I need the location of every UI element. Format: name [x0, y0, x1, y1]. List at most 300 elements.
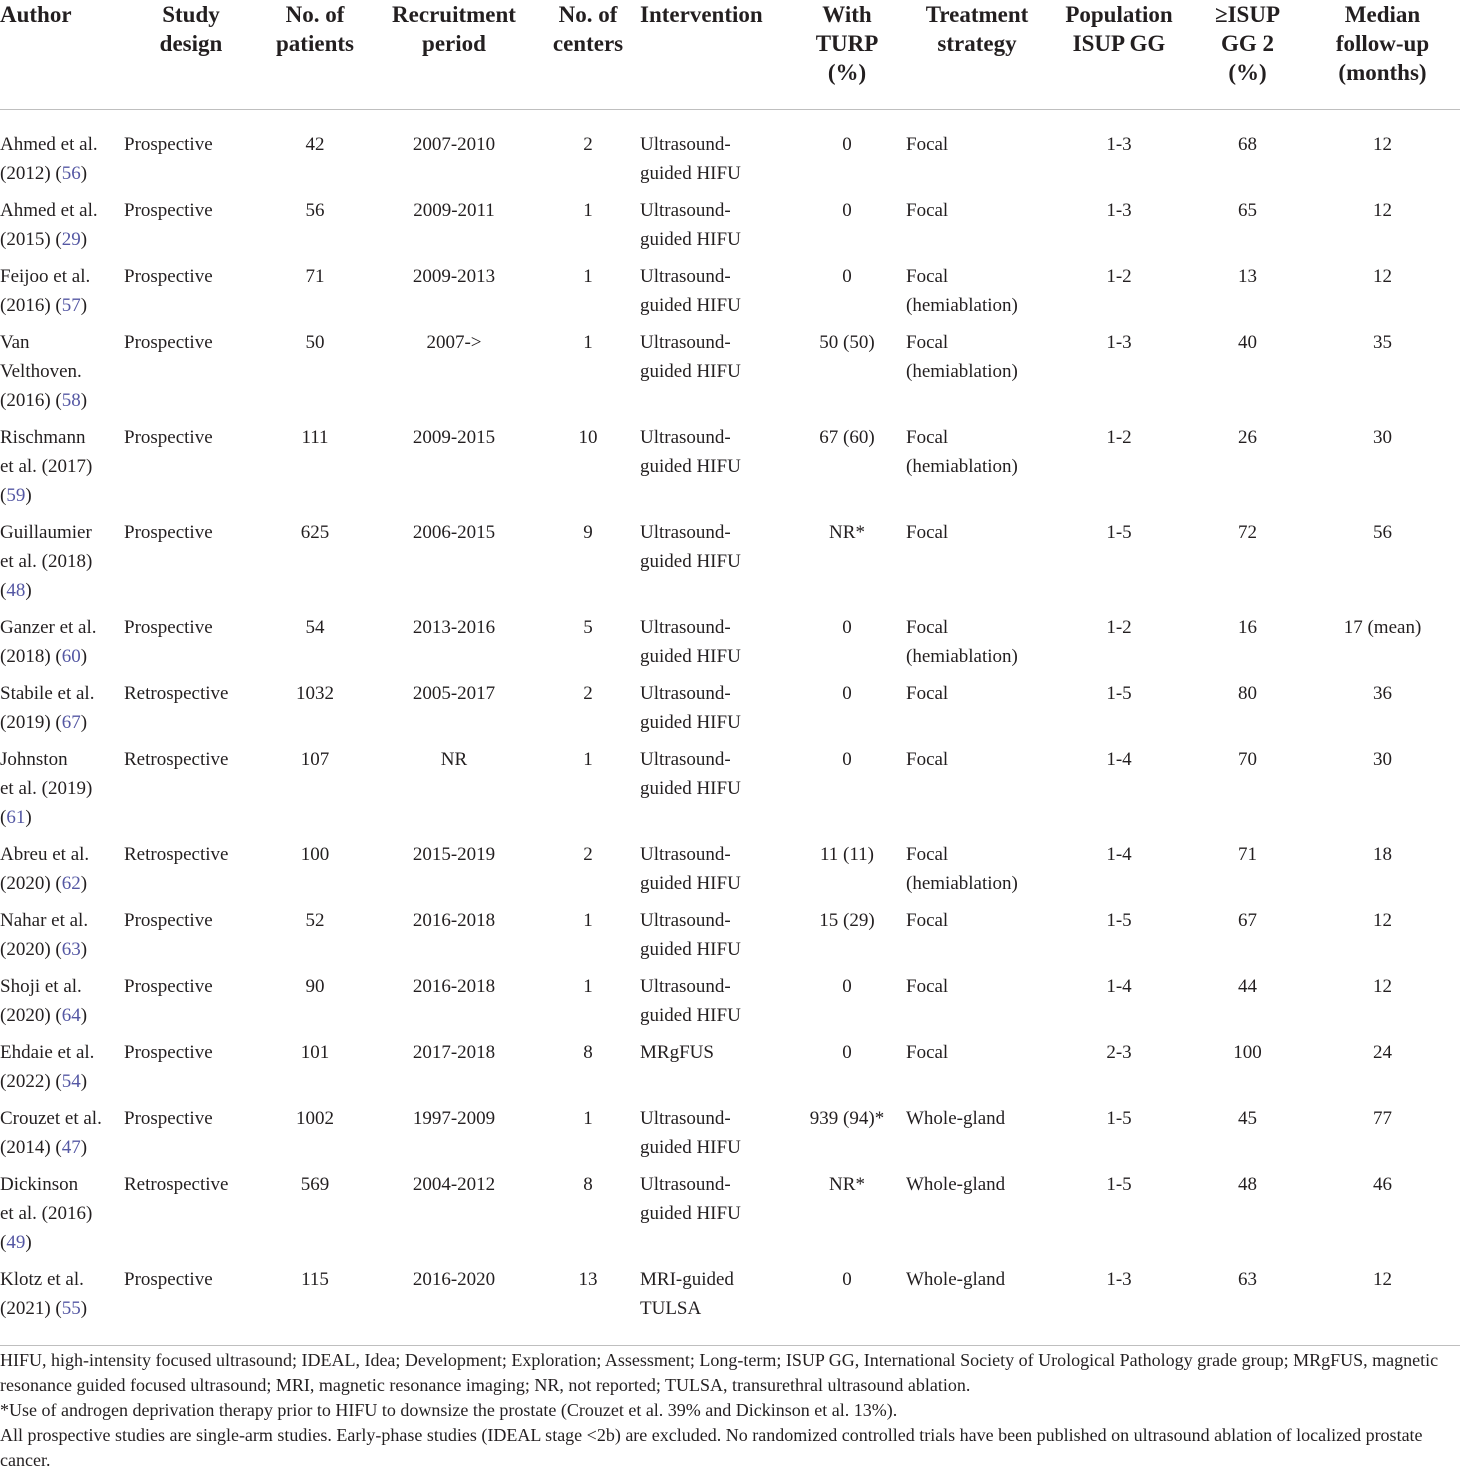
cell-centers: 1 — [583, 332, 593, 353]
cell-line: ( — [0, 1232, 7, 1253]
cell-line: et al. (2017) — [0, 456, 93, 477]
cell-line: Ultrasound- — [640, 1108, 731, 1129]
cell-line: guided HIFU — [640, 229, 741, 250]
cell-intervention — [640, 906, 788, 972]
header-median-follow-up — [1305, 0, 1460, 110]
cell-line: Focal — [906, 910, 949, 931]
cell-median-follow-up: 12 — [1373, 1269, 1392, 1290]
cell-intervention — [640, 679, 788, 745]
cell-study-design: Prospective — [124, 976, 213, 997]
cell-population-isup-gg: 1-4 — [1106, 976, 1132, 997]
cell-line: Shoji et al. — [0, 976, 82, 997]
header-line: TURP — [815, 31, 879, 56]
cell-isup-gg2-percent: 16 — [1238, 617, 1257, 638]
header-row — [0, 0, 1460, 110]
cell-median-follow-up: 30 — [1373, 749, 1392, 770]
cell-population-isup-gg: 2-3 — [1106, 1042, 1132, 1063]
cell-line: Ultrasound- — [640, 200, 731, 221]
cell-with-turp: 939 (94)* — [809, 1108, 885, 1129]
table-row — [0, 613, 1460, 679]
cell-line: (2019) ( — [0, 712, 62, 733]
cell-median-follow-up: 12 — [1373, 134, 1392, 155]
header-line: No. of — [285, 2, 345, 27]
header-line: Author — [0, 2, 72, 27]
cell-patients: 50 — [305, 332, 325, 353]
cell-line: Focal — [906, 522, 949, 543]
table-row — [0, 679, 1460, 745]
reference-link[interactable]: 48 — [6, 580, 26, 601]
header-line: Median — [1344, 2, 1421, 27]
cell-centers: 2 — [583, 134, 593, 155]
cell-centers: 1 — [583, 910, 593, 931]
cell-author — [0, 906, 124, 972]
cell-line: ( — [0, 580, 7, 601]
cell-line: Stabile et al. — [0, 683, 95, 704]
header-no-of-patients — [258, 0, 372, 110]
header-line: (%) — [1228, 60, 1267, 85]
cell-isup-gg2-percent: 48 — [1238, 1174, 1257, 1195]
cell-median-follow-up: 17 (mean) — [1343, 617, 1422, 638]
table-row — [0, 972, 1460, 1038]
header-line: With — [822, 2, 872, 27]
cell-treatment-strategy — [906, 1265, 1048, 1346]
cell-intervention — [640, 745, 788, 840]
cell-line: Ultrasound- — [640, 134, 731, 155]
cell-line: guided HIFU — [640, 1005, 741, 1026]
cell-recruitment-period: 2005-2017 — [412, 683, 496, 704]
cell-centers: 1 — [583, 749, 593, 770]
cell-author — [0, 1038, 124, 1104]
cell-patients: 42 — [305, 134, 325, 155]
cell-intervention — [640, 328, 788, 423]
reference-close: ) — [80, 873, 88, 894]
cell-line: Crouzet et al. — [0, 1108, 102, 1129]
cell-isup-gg2-percent: 70 — [1238, 749, 1257, 770]
cell-treatment-strategy — [906, 423, 1048, 518]
header-line: centers — [552, 31, 624, 56]
cell-intervention — [640, 1170, 788, 1265]
cell-line: guided HIFU — [640, 1203, 741, 1224]
cell-line: Ultrasound- — [640, 910, 731, 931]
table-row — [0, 1104, 1460, 1170]
cell-author — [0, 262, 124, 328]
cell-line: (2016) ( — [0, 295, 62, 316]
reference-link[interactable]: 67 — [61, 712, 81, 733]
cell-study-design: Prospective — [124, 134, 213, 155]
cell-line: (2020) ( — [0, 939, 62, 960]
cell-line: Rischmann — [0, 427, 86, 448]
cell-population-isup-gg: 1-3 — [1106, 134, 1132, 155]
table-row — [0, 1038, 1460, 1104]
cell-author — [0, 1265, 124, 1346]
cell-patients: 1032 — [296, 683, 334, 704]
reference-link[interactable]: 62 — [61, 873, 81, 894]
cell-isup-gg2-percent: 72 — [1238, 522, 1257, 543]
cell-population-isup-gg: 1-3 — [1106, 1269, 1132, 1290]
cell-with-turp: 0 — [842, 1269, 852, 1290]
cell-study-design: Prospective — [124, 910, 213, 931]
cell-line: Whole-gland — [906, 1174, 1006, 1195]
table-row — [0, 196, 1460, 262]
cell-author — [0, 840, 124, 906]
cell-centers: 13 — [578, 1269, 598, 1290]
cell-line: (2014) ( — [0, 1137, 62, 1158]
cell-with-turp: 50 (50) — [819, 332, 875, 353]
table-row — [0, 518, 1460, 613]
header-line: (%) — [827, 60, 867, 85]
cell-with-turp: 0 — [842, 200, 852, 221]
cell-with-turp: 0 — [842, 749, 852, 770]
reference-close: ) — [80, 229, 88, 250]
cell-line: Ultrasound- — [640, 266, 731, 287]
cell-centers: 8 — [583, 1042, 593, 1063]
cell-line: guided HIFU — [640, 295, 741, 316]
cell-centers: 1 — [583, 1108, 593, 1129]
cell-line: et al. (2016) — [0, 1203, 93, 1224]
header-line: Study — [162, 2, 220, 27]
header-treatment-strategy — [906, 0, 1048, 110]
cell-intervention — [640, 1104, 788, 1170]
cell-isup-gg2-percent: 45 — [1238, 1108, 1257, 1129]
reference-link[interactable]: 58 — [61, 390, 81, 411]
cell-recruitment-period: 2007-> — [426, 332, 482, 353]
cell-centers: 1 — [583, 266, 593, 287]
cell-patients: 107 — [300, 749, 330, 770]
cell-median-follow-up: 12 — [1373, 976, 1392, 997]
cell-with-turp: 67 (60) — [819, 427, 875, 448]
reference-close: ) — [25, 580, 32, 601]
cell-recruitment-period: 2004-2012 — [412, 1174, 496, 1195]
cell-line: (2018) ( — [0, 646, 62, 667]
cell-line: Guillaumier — [0, 522, 92, 543]
cell-intervention — [640, 196, 788, 262]
cell-treatment-strategy — [906, 840, 1048, 906]
cell-line: MRgFUS — [640, 1042, 714, 1063]
cell-author — [0, 1104, 124, 1170]
cell-isup-gg2-percent: 68 — [1238, 134, 1257, 155]
cell-line: Ehdaie et al. — [0, 1042, 95, 1063]
cell-line: (2015) ( — [0, 229, 62, 250]
cell-line: Ultrasound- — [640, 617, 731, 638]
cell-line: guided HIFU — [640, 646, 741, 667]
cell-isup-gg2-percent: 65 — [1238, 200, 1257, 221]
reference-close: ) — [80, 939, 88, 960]
cell-population-isup-gg: 1-5 — [1106, 522, 1132, 543]
cell-line: MRI-guided — [640, 1269, 734, 1290]
cell-centers: 2 — [583, 683, 593, 704]
table-row — [0, 906, 1460, 972]
cell-treatment-strategy — [906, 906, 1048, 972]
table-row — [0, 840, 1460, 906]
cell-line: Ultrasound- — [640, 683, 731, 704]
cell-line: (2020) ( — [0, 873, 62, 894]
cell-recruitment-period: 2015-2019 — [412, 844, 496, 865]
header-no-of-centers — [536, 0, 640, 110]
header-study-design — [124, 0, 258, 110]
cell-treatment-strategy — [906, 679, 1048, 745]
cell-isup-gg2-percent: 80 — [1238, 683, 1257, 704]
cell-line: guided HIFU — [640, 163, 741, 184]
cell-treatment-strategy — [906, 518, 1048, 613]
cell-recruitment-period: 2009-2013 — [412, 266, 496, 287]
cell-line: (hemiablation) — [906, 295, 1018, 316]
cell-study-design: Prospective — [124, 617, 213, 638]
cell-population-isup-gg: 1-5 — [1106, 1174, 1132, 1195]
cell-treatment-strategy — [906, 110, 1048, 197]
cell-isup-gg2-percent: 13 — [1238, 266, 1257, 287]
cell-population-isup-gg: 1-3 — [1106, 332, 1132, 353]
footnote-study-scope: All prospective studies are single-arm studies. Early-phase studies (IDEAL stage <2b) are excluded. No randomized controlled trials have been published on ultrasound ablation of localized prostate cancer. — [0, 1425, 1423, 1470]
header-line: ISUP GG — [1072, 31, 1166, 56]
cell-recruitment-period: 2013-2016 — [412, 617, 496, 638]
cell-author — [0, 196, 124, 262]
cell-centers: 9 — [583, 522, 593, 543]
cell-centers: 5 — [583, 617, 593, 638]
cell-centers: 2 — [583, 844, 593, 865]
reference-close: ) — [80, 646, 88, 667]
cell-line: Focal — [906, 844, 949, 865]
cell-line: (2022) ( — [0, 1071, 62, 1092]
reference-close: ) — [80, 1071, 88, 1092]
header-with-turp — [788, 0, 906, 110]
cell-median-follow-up: 24 — [1373, 1042, 1392, 1063]
reference-close: ) — [80, 295, 88, 316]
cell-with-turp: 11 (11) — [820, 844, 874, 865]
header-line: No. of — [558, 2, 618, 27]
cell-patients: 625 — [300, 522, 330, 543]
cell-line: Focal — [906, 617, 949, 638]
cell-intervention — [640, 613, 788, 679]
cell-line: Klotz et al. — [0, 1269, 84, 1290]
cell-line: (hemiablation) — [906, 361, 1018, 382]
cell-median-follow-up: 36 — [1373, 683, 1392, 704]
cell-median-follow-up: 46 — [1373, 1174, 1392, 1195]
cell-population-isup-gg: 1-5 — [1106, 1108, 1132, 1129]
cell-patients: 101 — [300, 1042, 330, 1063]
cell-treatment-strategy — [906, 745, 1048, 840]
cell-with-turp: 0 — [842, 1042, 852, 1063]
cell-study-design: Prospective — [124, 522, 213, 543]
cell-recruitment-period: 2009-2011 — [413, 200, 495, 221]
cell-patients: 52 — [305, 910, 325, 931]
reference-close: ) — [80, 712, 88, 733]
cell-line: Focal — [906, 332, 949, 353]
table-row — [0, 745, 1460, 840]
cell-median-follow-up: 77 — [1373, 1108, 1392, 1129]
cell-line: Focal — [906, 200, 949, 221]
cell-line: guided HIFU — [640, 712, 741, 733]
reference-link[interactable]: 63 — [61, 939, 81, 960]
reference-link[interactable]: 55 — [61, 1298, 81, 1319]
cell-population-isup-gg: 1-2 — [1106, 427, 1132, 448]
footnote-abbreviations: HIFU, high-intensity focused ultrasound; IDEAL, Idea; Development; Exploration; Assessment; Long-term; ISUP GG, International Society of Urological Pathology grade group; MRgFUS, magnetic resonance guided focused ultrasound; MRI, magnetic resonance imaging; NR, not reported; TULSA, transurethral ultrasound ablation. — [0, 1350, 1439, 1395]
cell-centers: 10 — [578, 427, 598, 448]
cell-patients: 569 — [300, 1174, 330, 1195]
cell-study-design: Prospective — [124, 266, 213, 287]
cell-intervention — [640, 972, 788, 1038]
reference-close: ) — [80, 1137, 88, 1158]
reference-link[interactable]: 56 — [61, 163, 81, 184]
cell-with-turp: NR* — [829, 1174, 865, 1195]
header-line: period — [422, 31, 486, 56]
cell-treatment-strategy — [906, 972, 1048, 1038]
cell-with-turp: 0 — [842, 683, 852, 704]
cell-line: Ultrasound- — [640, 976, 731, 997]
reference-link[interactable]: 57 — [61, 295, 81, 316]
cell-study-design: Retrospective — [124, 1174, 229, 1195]
cell-line: Ultrasound- — [640, 427, 731, 448]
cell-median-follow-up: 30 — [1373, 427, 1392, 448]
reference-link[interactable]: 54 — [61, 1071, 81, 1092]
header-line: follow-up — [1335, 31, 1430, 56]
cell-line: Ultrasound- — [640, 522, 731, 543]
cell-with-turp: 0 — [842, 134, 852, 155]
cell-line: Van — [0, 332, 30, 353]
cell-line: (hemiablation) — [906, 646, 1018, 667]
cell-isup-gg2-percent: 44 — [1238, 976, 1257, 997]
cell-line: ( — [0, 807, 7, 828]
cell-study-design: Prospective — [124, 332, 213, 353]
cell-line: Focal — [906, 134, 949, 155]
cell-treatment-strategy — [906, 613, 1048, 679]
cell-study-design: Prospective — [124, 200, 213, 221]
cell-treatment-strategy — [906, 1170, 1048, 1265]
cell-author — [0, 679, 124, 745]
header-line: Recruitment — [392, 2, 516, 27]
header-line: strategy — [937, 31, 1017, 56]
cell-recruitment-period: 2016-2018 — [412, 910, 496, 931]
cell-patients: 71 — [305, 266, 325, 287]
header-intervention — [640, 0, 788, 110]
cell-median-follow-up: 12 — [1373, 266, 1392, 287]
header-author — [0, 0, 124, 110]
cell-recruitment-period: 2009-2015 — [412, 427, 496, 448]
cell-median-follow-up: 12 — [1373, 200, 1392, 221]
cell-isup-gg2-percent: 71 — [1238, 844, 1257, 865]
cell-with-turp: 0 — [842, 266, 852, 287]
table-row — [0, 1170, 1460, 1265]
cell-line: guided HIFU — [640, 551, 741, 572]
cell-centers: 1 — [583, 976, 593, 997]
reference-link[interactable]: 64 — [61, 1005, 81, 1026]
header-line: Treatment — [925, 2, 1029, 27]
cell-line: guided HIFU — [640, 456, 741, 477]
reference-close: ) — [80, 390, 88, 411]
cell-patients: 90 — [305, 976, 325, 997]
cell-study-design: Retrospective — [124, 844, 229, 865]
cell-line: Ahmed et al. — [0, 200, 98, 221]
cell-line: Ahmed et al. — [0, 134, 98, 155]
cell-recruitment-period: 2006-2015 — [412, 522, 496, 543]
cell-isup-gg2-percent: 63 — [1238, 1269, 1257, 1290]
cell-line: Nahar et al. — [0, 910, 89, 931]
cell-median-follow-up: 35 — [1373, 332, 1392, 353]
cell-line: Ultrasound- — [640, 749, 731, 770]
cell-author — [0, 613, 124, 679]
cell-author — [0, 328, 124, 423]
cell-intervention — [640, 262, 788, 328]
cell-line: Ultrasound- — [640, 332, 731, 353]
cell-line: (hemiablation) — [906, 456, 1018, 477]
cell-line: Focal — [906, 749, 949, 770]
header-line: patients — [276, 31, 354, 56]
cell-line: Ultrasound- — [640, 1174, 731, 1195]
cell-line: Ultrasound- — [640, 844, 731, 865]
cell-treatment-strategy — [906, 1104, 1048, 1170]
reference-link[interactable]: 61 — [6, 807, 26, 828]
cell-study-design: Prospective — [124, 1269, 213, 1290]
cell-median-follow-up: 18 — [1373, 844, 1392, 865]
cell-patients: 111 — [301, 427, 329, 448]
cell-population-isup-gg: 1-2 — [1106, 266, 1132, 287]
cell-line: (2016) ( — [0, 390, 62, 411]
cell-centers: 8 — [583, 1174, 593, 1195]
cell-median-follow-up: 56 — [1373, 522, 1392, 543]
table-row — [0, 110, 1460, 197]
cell-intervention — [640, 518, 788, 613]
cell-intervention — [640, 110, 788, 197]
cell-median-follow-up: 12 — [1373, 910, 1392, 931]
reference-close: ) — [80, 1005, 88, 1026]
header-line: Intervention — [640, 2, 763, 27]
reference-link[interactable]: 59 — [6, 485, 26, 506]
table-row — [0, 328, 1460, 423]
header-recruitment-period — [372, 0, 536, 110]
reference-link[interactable]: 49 — [6, 1232, 26, 1253]
reference-close: ) — [80, 1298, 88, 1319]
cell-line: et al. (2019) — [0, 778, 93, 799]
cell-treatment-strategy — [906, 262, 1048, 328]
header-line: (months) — [1338, 60, 1427, 85]
table-row — [0, 423, 1460, 518]
cell-line: (2020) ( — [0, 1005, 62, 1026]
cell-with-turp: 0 — [842, 617, 852, 638]
reference-link[interactable]: 60 — [61, 646, 81, 667]
cell-study-design: Prospective — [124, 1042, 213, 1063]
cell-line: Dickinson — [0, 1174, 79, 1195]
footnote-asterisk: *Use of androgen deprivation therapy prior to HIFU to downsize the prostate (Crouzet et al. 39% and Dickinson et al. 13%). — [0, 1400, 898, 1420]
cell-treatment-strategy — [906, 328, 1048, 423]
cell-population-isup-gg: 1-2 — [1106, 617, 1132, 638]
cell-isup-gg2-percent: 26 — [1238, 427, 1257, 448]
cell-with-turp: 0 — [842, 976, 852, 997]
cell-study-design: Retrospective — [124, 683, 229, 704]
cell-line: (2021) ( — [0, 1298, 62, 1319]
table-body — [0, 110, 1460, 1346]
cell-patients: 115 — [301, 1269, 329, 1290]
cell-line: Abreu et al. — [0, 844, 90, 865]
reference-close: ) — [25, 1232, 32, 1253]
cell-population-isup-gg: 1-5 — [1106, 910, 1132, 931]
cell-recruitment-period: 1997-2009 — [412, 1108, 496, 1129]
cell-intervention — [640, 1038, 788, 1104]
cell-author — [0, 972, 124, 1038]
header-line: ≥ISUP — [1214, 2, 1281, 27]
cell-line: guided HIFU — [640, 361, 741, 382]
cell-intervention — [640, 423, 788, 518]
cell-line: (2012) ( — [0, 163, 62, 184]
cell-line: Johnston — [0, 749, 68, 770]
cell-patients: 1002 — [296, 1108, 334, 1129]
cell-line: guided HIFU — [640, 873, 741, 894]
cell-treatment-strategy — [906, 196, 1048, 262]
table-footnotes — [0, 1348, 1460, 1473]
reference-link[interactable]: 47 — [61, 1137, 81, 1158]
cell-intervention — [640, 1265, 788, 1346]
cell-population-isup-gg: 1-5 — [1106, 683, 1132, 704]
reference-close: ) — [80, 163, 88, 184]
reference-link[interactable]: 29 — [61, 229, 81, 250]
